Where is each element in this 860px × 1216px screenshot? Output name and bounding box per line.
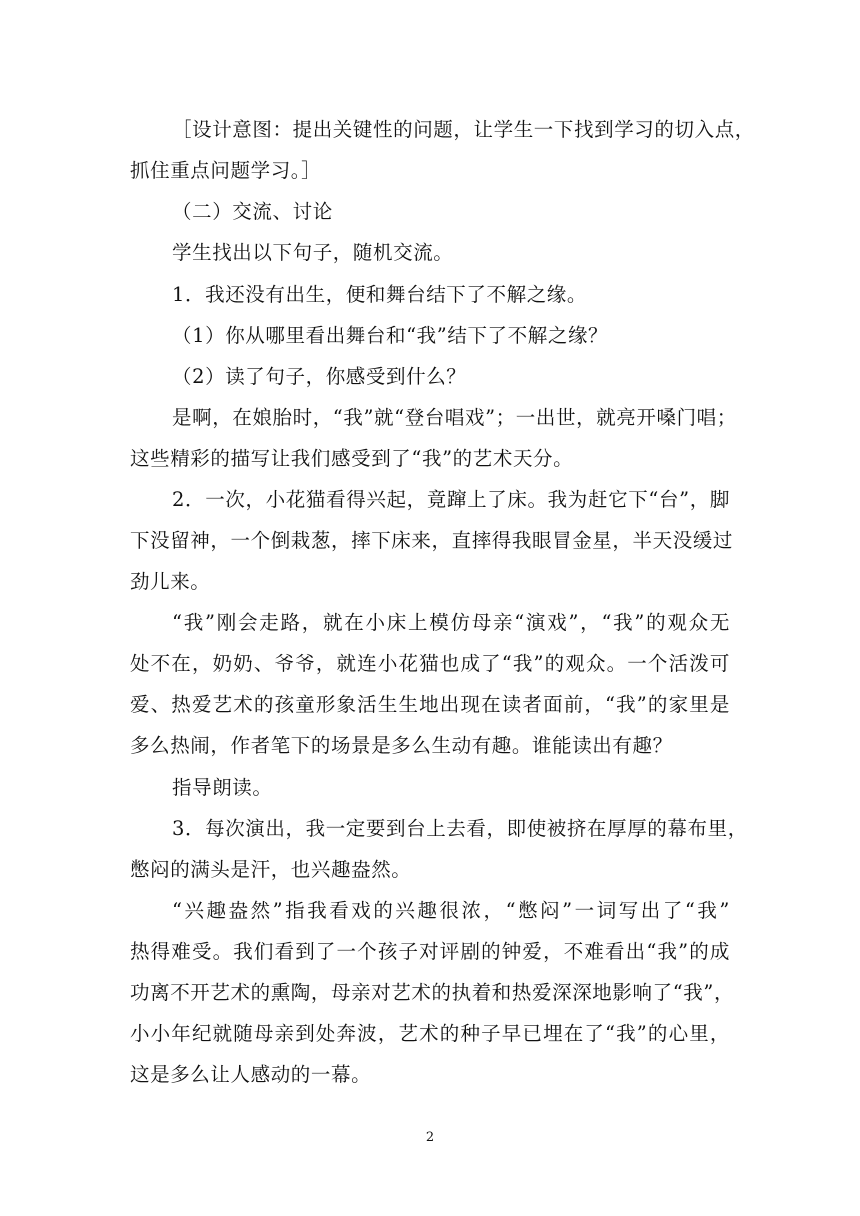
- paragraph-line: “兴趣盎然”指我看戏的兴趣很浓，“憋闷”一词写出了“我”: [172, 899, 730, 922]
- paragraph-line: 多么热闹，作者笔下的场景是多么生动有趣。谁能读出有趣？: [130, 734, 673, 757]
- design-intent-line-1: ［设计意图：提出关键性的问题，让学生一下找到学习的切入点，: [172, 118, 755, 141]
- paragraph-line: 学生找出以下句子，随机交流。: [172, 241, 454, 264]
- paragraph-line: 处不在，奶奶、爷爷，就连小花猫也成了“我”的观众。一个活泼可: [130, 652, 730, 675]
- design-intent-line-2: 抓住重点问题学习。］: [130, 159, 322, 182]
- quoted-sentence-1: 1．我还没有出生，便和舞台结下了不解之缘。: [172, 283, 588, 306]
- paragraph-line: 指导朗读。: [172, 776, 273, 799]
- page-number: 2: [425, 1130, 435, 1145]
- paragraph-line: 是啊，在娘胎时，“我”就“登台唱戏”；一出世，就亮开嗓门唱；: [172, 406, 737, 429]
- quoted-sentence-3: 3．每次演出，我一定要到台上去看，即使被挤在厚厚的幕布里，: [172, 817, 748, 840]
- paragraph-line: 这是多么让人感动的一幕。: [130, 1063, 372, 1086]
- paragraph-line: “我”刚会走路，就在小床上模仿母亲“演戏”，“我”的观众无: [172, 611, 730, 634]
- quoted-sentence-2: 下没留神，一个倒栽葱，摔下床来，直摔得我眼冒金星，半天没缓过: [130, 529, 734, 552]
- paragraph-line: 小小年纪就随母亲到处奔波，艺术的种子早已埋在了“我”的心里，: [130, 1022, 730, 1045]
- paragraph-line: 爱、热爱艺术的孩童形象活生生地出现在读者面前，“我”的家里是: [130, 693, 730, 716]
- paragraph-line: 这些精彩的描写让我们感受到了“我”的艺术天分。: [130, 447, 574, 470]
- question-1: （1）你从哪里看出舞台和“我”结下了不解之缘？: [172, 324, 609, 347]
- paragraph-line: 热得难受。我们看到了一个孩子对评剧的钟爱，不难看出“我”的成: [130, 940, 730, 963]
- paragraph-line: 功离不开艺术的熏陶，母亲对艺术的执着和热爱深深地影响了“我”，: [130, 981, 735, 1004]
- question-2: （2）读了句子，你感受到什么？: [172, 365, 467, 388]
- quoted-sentence-3: 憋闷的满头是汗，也兴趣盎然。: [130, 858, 412, 881]
- quoted-sentence-2: 劲儿来。: [130, 570, 211, 593]
- section-heading-exchange-discussion: （二）交流、讨论: [172, 200, 333, 223]
- quoted-sentence-2: 2．一次，小花猫看得兴起，竟蹿上了床。我为赶它下“台”，脚: [172, 488, 730, 511]
